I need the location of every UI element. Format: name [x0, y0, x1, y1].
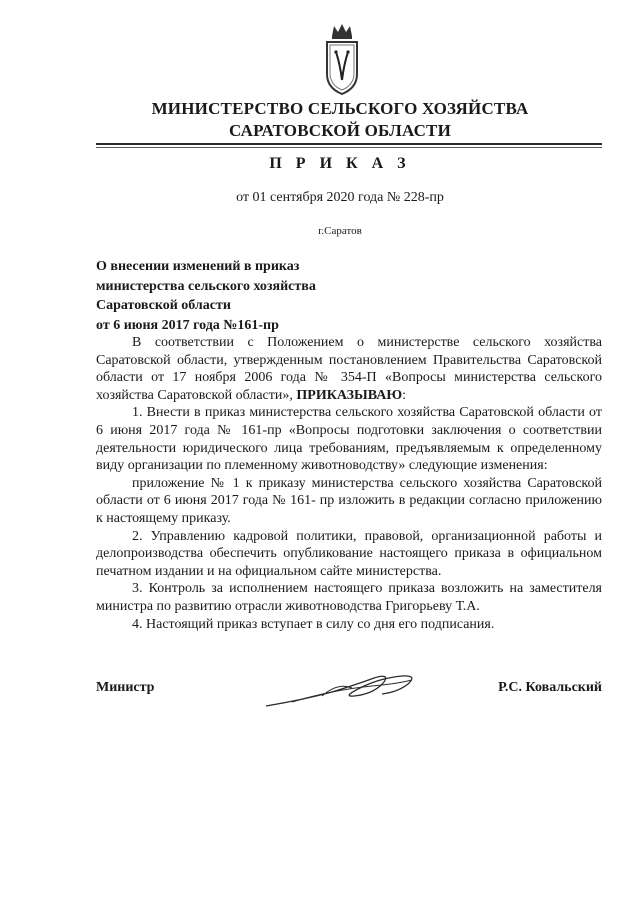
order-city: г.Саратов	[318, 225, 362, 237]
ministry-name-line2: САРАТОВСКОЙ ОБЛАСТИ	[228, 121, 452, 140]
signature-icon	[262, 666, 430, 710]
order-date: от 01 сентября 2020 года № 228-пр	[236, 190, 444, 205]
item-3-paragraph: 3. Контроль за исполнением настоящего приказа возложить на заместителя министра по развитию отрасли животноводства Григорьеву Т.А.	[96, 581, 602, 614]
order-title: П Р И К А З	[269, 155, 411, 172]
subject-line: министерства сельского хозяйства	[96, 278, 316, 294]
preamble-text: В соответствии с Положением о министерстве сельского хозяйства Саратовской области, утвержденным постановлением Правительства Саратовской области от 17 ноября 2006 года № 354-П «Вопросы министерства сельского хозяйства Саратовской области»,	[96, 335, 602, 403]
signer-role: Министр	[96, 680, 155, 695]
subject-line: от 6 июня 2017 года №161-пр	[96, 317, 279, 333]
item-4-paragraph: 4. Настоящий приказ вступает в силу со дня его подписания.	[132, 616, 495, 632]
ministry-name-line1: МИНИСТЕРСТВО СЕЛЬСКОГО ХОЗЯЙСТВА	[151, 99, 529, 118]
header-divider	[96, 143, 602, 145]
item-1-paragraph: 1. Внести в приказ министерства сельского хозяйства Саратовской области от 6 июня 2017 года № 161-пр «Вопросы подготовки заключения о соответствии деятельности юридического лица требованиям, предъявляемым к определенному виду организации по племенному животноводству» следующие изменения:	[96, 405, 602, 474]
subject-line: Саратовской области	[96, 298, 231, 313]
preamble-paragraph	[96, 334, 602, 404]
preamble-end: :	[402, 387, 406, 403]
item-1-sub-paragraph: приложение № 1 к приказу министерства сельского хозяйства Саратовской области от 6 июня 2017 года № 161- пр изложить в редакции согласно приложению к настоящему приказу.	[96, 475, 602, 526]
header-divider-thin	[96, 147, 602, 148]
item-2-paragraph: 2. Управлению кадровой политики, правовой, организационной работы и делопроизводства обеспечить опубликование настоящего приказа в официальном печатном издании и на официальном сайте министерства.	[96, 528, 602, 579]
subject-line: О внесении изменений в приказ	[96, 259, 300, 274]
order-body	[96, 334, 602, 633]
ministry-name	[100, 98, 580, 142]
signer-name: Р.С. Ковальский	[498, 680, 602, 695]
preamble-emphasis: ПРИКАЗЫВАЮ	[296, 387, 403, 403]
coat-of-arms-icon	[322, 22, 362, 100]
order-subject	[96, 257, 396, 335]
